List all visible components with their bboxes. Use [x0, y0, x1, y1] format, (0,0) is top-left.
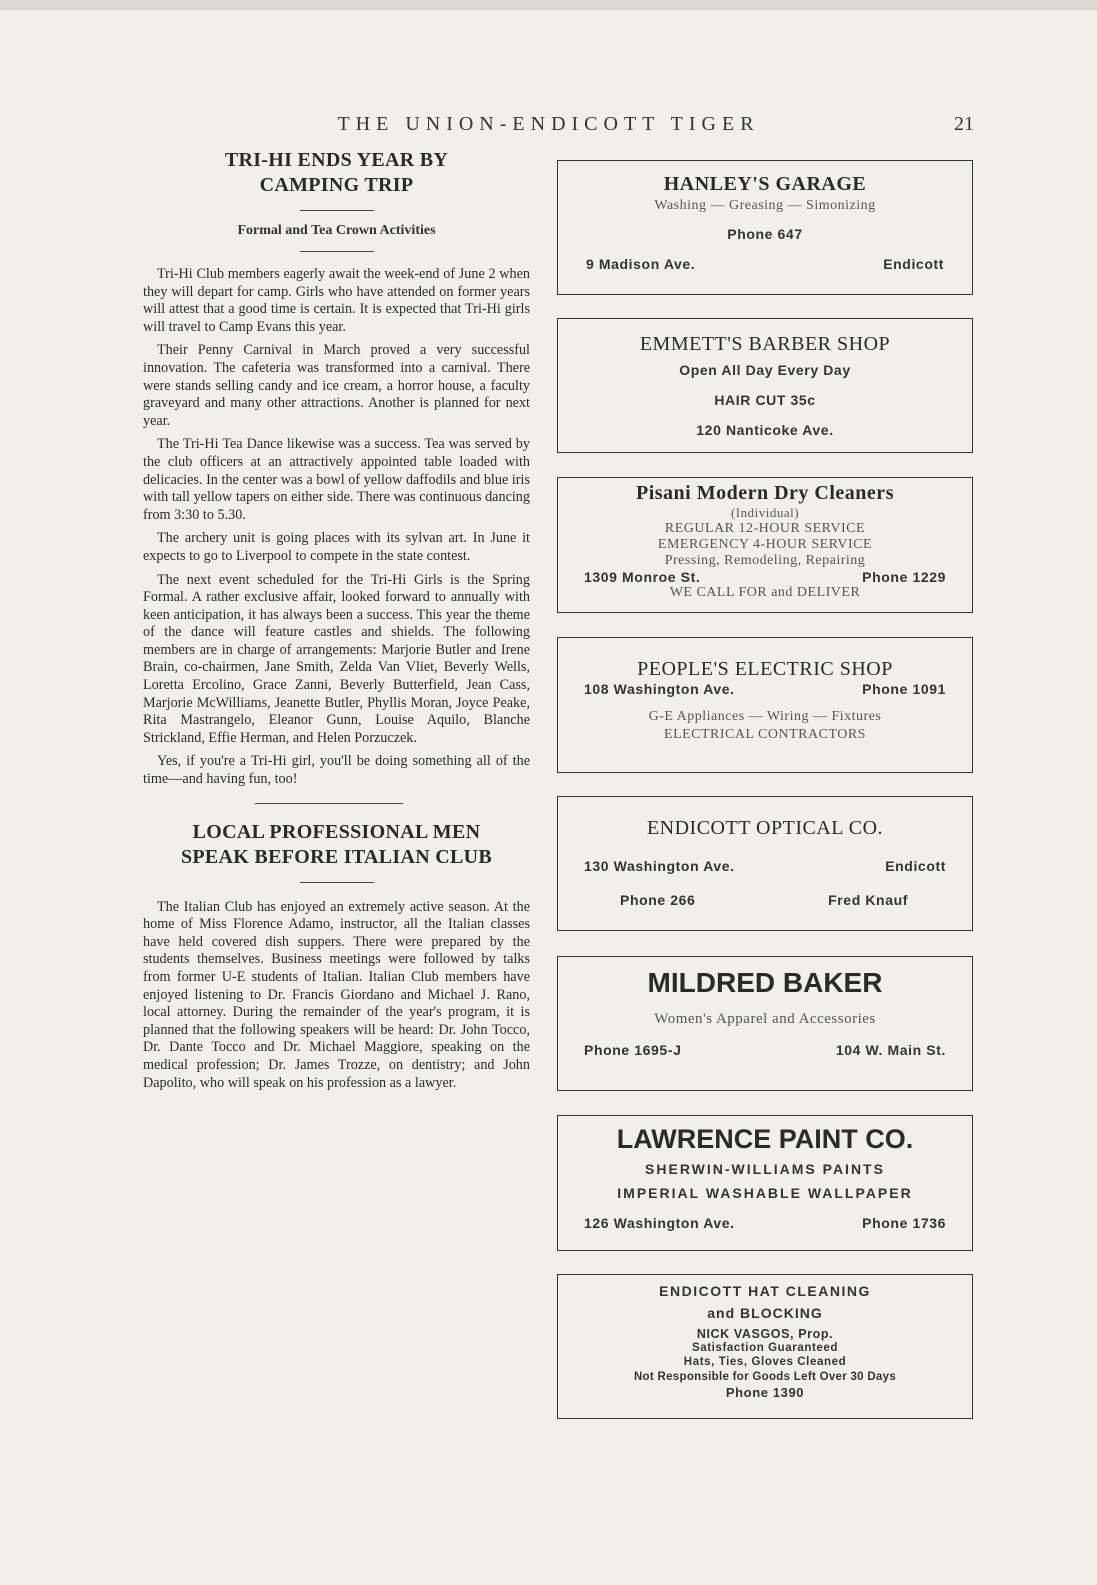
ad-line: ELECTRICAL CONTRACTORS — [664, 727, 866, 742]
ad-line: Women's Apparel and Accessories — [654, 1011, 876, 1027]
article-separator — [255, 803, 403, 804]
ad-line: WE CALL FOR and DELIVER — [669, 585, 861, 600]
ad-line: Hats, Ties, Gloves Cleaned — [683, 1356, 847, 1368]
ad-emmetts-barber-shop — [557, 318, 973, 453]
ad-line: Not Responsible for Goods Left Over 30 Days — [633, 1371, 897, 1383]
ad-city: Endicott — [885, 858, 946, 874]
article-headline: TRI-HI ENDS YEAR BY CAMPING TRIP — [224, 149, 449, 196]
ad-phone: Phone 1695-J — [584, 1042, 682, 1058]
ad-endicott-optical — [557, 796, 973, 931]
ad-title: LAWRENCE PAINT CO. — [616, 1124, 914, 1154]
paragraph: The Italian Club has enjoyed an extremely active season. At the home of Miss Florence Adamo, instructor, all the Italian classes have held covered dish suppers. There were prepared by the students themselves. Business meetings were followed by talks from former U-E students of Italian. Italian Club members have enjoyed listening to Dr. Francis Giordano and Michael J. Rano, local attorney. During the remainder of the year's program, it is planned that the following speakers will be heard: Dr. John Tocco, Dr. Dante Tocco and Dr. Michael Maggiore, speaking on the medical profession; Dr. James Trozze, on dentistry; and John Dapolito, who will speak on his profession as a lawyer. — [143, 898, 530, 1091]
ad-title: ENDICOTT OPTICAL CO. — [646, 817, 884, 839]
ad-title: HANLEY'S GARAGE — [663, 173, 867, 195]
divider — [300, 882, 374, 883]
ad-title: PEOPLE'S ELECTRIC SHOP — [637, 658, 893, 680]
ad-title-line2: and BLOCKING — [707, 1305, 823, 1321]
ad-lawrence-paint — [557, 1115, 973, 1251]
ad-endicott-hat-cleaning — [557, 1274, 973, 1419]
ad-address: 120 Nanticoke Ave. — [696, 422, 834, 438]
ad-line: Satisfaction Guaranteed — [691, 1342, 839, 1354]
ad-phone: Phone 1736 — [862, 1215, 946, 1231]
paragraph: The next event scheduled for the Tri-Hi Girls is the Spring Formal. A rather exclusive affair, looked forward to annually with keen anticipation, it has always been a success. This year the theme of the dance will feature castles and shields. The following members are in charge of arrangements: Marjorie Butler and Irene Brain, co-chairmen, Jane Smith, Zelda Van Vliet, Beverly Wells, Loretta Ercolino, Grace Zanni, Beverly Butterfield, Jean Cass, Marjorie McWilliams, Jeanette Butler, Phyllis Moran, Joyce Peake, Rita Mastrangelo, Eleanor Gunn, Louise Aquilo, Blanche Strickland, Effie Herman, and Helen Porzuczek. — [143, 571, 530, 746]
ad-title: ENDICOTT HAT CLEANING — [659, 1283, 871, 1299]
ad-phone: Phone 647 — [727, 226, 803, 242]
paragraph: Their Penny Carnival in March proved a very successful innovation. The cafeteria was transformed into a carnival. There were stands selling candy and ice cream, a horror house, a faculty graveyard and many other attractions. Another is planned for next year. — [143, 342, 530, 429]
ad-mildred-baker — [557, 956, 973, 1091]
divider — [300, 251, 374, 252]
ad-city: Endicott — [883, 256, 944, 272]
page-number: 21 — [954, 113, 974, 135]
ad-line: Pressing, Remodeling, Repairing — [664, 553, 866, 568]
ad-title: EMMETT'S BARBER SHOP — [639, 333, 891, 355]
ad-phone: Phone 1091 — [862, 681, 946, 697]
paragraph: The Tri-Hi Tea Dance likewise was a success. Tea was served by the club officers at an attractively appointed table loaded with delicacies. In the center was a bowl of yellow daffodils and blue iris with tall yellow tapers on either side. There was continuous dancing from 3:30 to 5.30. — [143, 436, 530, 523]
ad-owner: NICK VASGOS, Prop. — [696, 1327, 834, 1341]
ad-address: 104 W. Main St. — [835, 1042, 946, 1058]
ad-address: 126 Washington Ave. — [584, 1215, 735, 1231]
ad-hanleys-garage — [557, 160, 973, 295]
ad-price: HAIR CUT 35c — [714, 392, 816, 408]
ad-title: Pisani Modern Dry Cleaners — [636, 482, 894, 504]
article-headline: LOCAL PROFESSIONAL MEN SPEAK BEFORE ITALIAN CLUB — [180, 820, 493, 868]
ad-phone: Phone 1390 — [725, 1385, 805, 1400]
ad-address: 1309 Monroe St. — [584, 569, 701, 585]
paragraph: Yes, if you're a Tri-Hi girl, you'll be doing something all of the time—and having fun, too! — [143, 753, 530, 788]
divider — [300, 210, 374, 211]
ad-address: 130 Washington Ave. — [584, 858, 735, 874]
left-column — [143, 148, 530, 1098]
top-edge — [0, 0, 1097, 10]
ad-address: 108 Washington Ave. — [584, 681, 735, 697]
ad-line: SHERWIN-WILLIAMS PAINTS — [645, 1161, 885, 1177]
ad-line: EMERGENCY 4-HOUR SERVICE — [657, 537, 873, 552]
paragraph: The archery unit is going places with its sylvan art. In June it expects to go to Liverpool to compete in the state contest. — [143, 530, 530, 564]
paragraph: Tri-Hi Club members eagerly await the week-end of June 2 when they will depart for camp. Girls who have attended on former years will attest that a good time is certain. It is expected that Tri-Hi girls will travel to Camp Evans this year. — [143, 266, 530, 335]
ad-title: MILDRED BAKER — [647, 967, 883, 998]
ad-phone: Phone 1229 — [862, 569, 946, 585]
ad-line: REGULAR 12-HOUR SERVICE — [664, 521, 866, 536]
ad-owner: Fred Knauf — [828, 892, 908, 908]
ad-address: 9 Madison Ave. — [586, 256, 696, 272]
ad-services: Washing — Greasing — Simonizing — [654, 198, 876, 213]
article-subhead: Formal and Tea Crown Activities — [237, 223, 436, 238]
ad-line: G-E Appliances — Wiring — Fixtures — [648, 709, 882, 724]
running-head: THE UNION-ENDICOTT TIGER — [337, 113, 760, 135]
ad-line: IMPERIAL WASHABLE WALLPAPER — [617, 1185, 913, 1201]
ad-subtitle: (Individual) — [730, 505, 800, 520]
ad-hours: Open All Day Every Day — [679, 362, 851, 378]
ad-pisani-dry-cleaners — [557, 477, 973, 613]
ad-phone: Phone 266 — [620, 892, 696, 908]
ad-peoples-electric-shop — [557, 637, 973, 773]
